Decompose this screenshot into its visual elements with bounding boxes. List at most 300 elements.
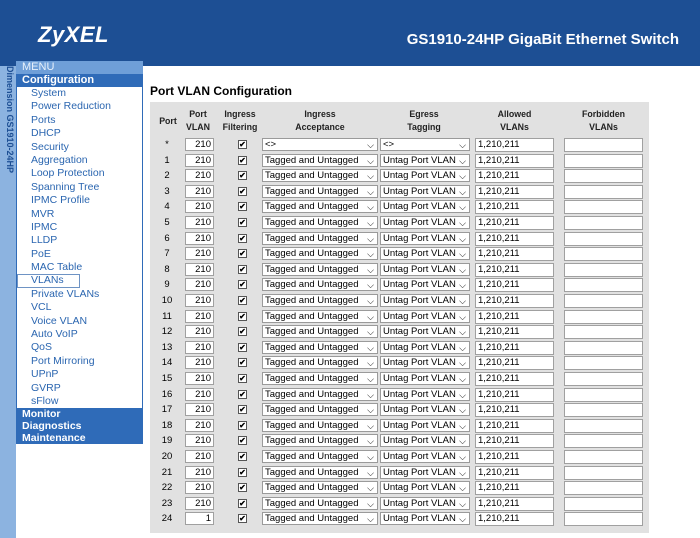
table-row	[152, 341, 647, 357]
forbidden-vlans-input[interactable]	[564, 434, 643, 448]
ingress-filtering-checkbox[interactable]: ✔	[239, 389, 246, 399]
chevron-down-icon: ⌵	[459, 452, 466, 462]
ingress-acceptance-select[interactable]	[262, 512, 378, 525]
port-number: 18	[161, 419, 173, 431]
allowed-vlans-input[interactable]: 1,210,211	[475, 310, 554, 324]
ingress-acceptance-value: Tagged and Untagged	[265, 513, 359, 525]
egress-tagging-value: Untag Port VLAN	[383, 154, 456, 166]
port-number: 2	[164, 170, 170, 182]
chevron-down-icon: ⌵	[367, 140, 374, 150]
forbidden-vlans-input[interactable]	[564, 466, 643, 480]
chevron-down-icon: ⌵	[367, 452, 374, 462]
ingress-acceptance-select[interactable]	[262, 185, 378, 198]
chevron-down-icon: ⌵	[459, 514, 466, 525]
port-vlan-input[interactable]: 210	[185, 372, 214, 385]
header-allowed-vlans-line1: Allowed	[497, 109, 532, 119]
port-number: 23	[161, 497, 173, 509]
egress-tagging-value: Untag Port VLAN	[383, 497, 456, 509]
forbidden-vlans-input[interactable]	[564, 450, 643, 464]
sidebar-menu	[16, 61, 143, 444]
sidebar-item-aggregation[interactable]: Aggregation	[31, 153, 88, 166]
chevron-down-icon: ⌵	[367, 374, 374, 384]
sidebar-item-sflow[interactable]: sFlow	[31, 394, 59, 407]
port-vlan-input[interactable]: 210	[185, 310, 214, 323]
menu-section-configuration[interactable]: Configuration	[16, 74, 143, 87]
egress-tagging-select[interactable]	[380, 356, 470, 369]
chevron-down-icon: ⌵	[459, 498, 466, 509]
allowed-vlans-input[interactable]: 1,210,211	[475, 341, 554, 355]
table-row	[152, 169, 647, 185]
port-number: 24	[161, 513, 173, 525]
forbidden-vlans-input[interactable]	[564, 154, 643, 168]
ingress-filtering-checkbox[interactable]: ✔	[239, 186, 246, 196]
sidebar-item-loop-protection[interactable]: Loop Protection	[31, 167, 105, 180]
port-vlan-input[interactable]: 210	[185, 216, 214, 229]
ingress-filtering-checkbox[interactable]: ✔	[239, 514, 246, 524]
forbidden-vlans-input[interactable]	[564, 497, 643, 511]
ingress-filtering-checkbox[interactable]: ✔	[239, 233, 246, 243]
ingress-acceptance-value: Tagged and Untagged	[265, 154, 359, 166]
ingress-acceptance-select[interactable]	[262, 169, 378, 182]
forbidden-vlans-input[interactable]	[564, 403, 643, 417]
ingress-acceptance-select[interactable]	[262, 466, 378, 479]
header-egress-tagging	[380, 108, 468, 134]
table-row	[152, 356, 647, 372]
egress-tagging-value: Untag Port VLAN	[383, 419, 456, 431]
header-ingress-acceptance	[262, 108, 378, 134]
egress-tagging-value: Untag Port VLAN	[383, 201, 456, 213]
egress-tagging-value: Untag Port VLAN	[383, 232, 456, 244]
ingress-acceptance-value: Tagged and Untagged	[265, 341, 359, 353]
chevron-down-icon: ⌵	[367, 249, 374, 260]
ingress-acceptance-select[interactable]	[262, 497, 378, 510]
egress-tagging-value: Untag Port VLAN	[383, 388, 456, 400]
egress-tagging-select[interactable]	[380, 294, 470, 307]
forbidden-vlans-input[interactable]	[564, 232, 643, 246]
table-row	[152, 372, 647, 388]
sidebar-item-lldp[interactable]: LLDP	[31, 234, 58, 247]
ingress-acceptance-select[interactable]	[262, 232, 378, 245]
ingress-acceptance-select[interactable]	[262, 419, 378, 432]
allowed-vlans-input[interactable]: 1,210,211	[475, 232, 554, 246]
table-row	[152, 419, 647, 435]
header-forbidden-vlans	[564, 108, 643, 134]
forbidden-vlans-input[interactable]	[564, 512, 643, 526]
ingress-filtering-checkbox[interactable]: ✔	[239, 218, 246, 227]
sidebar-item-dhcp[interactable]: DHCP	[31, 127, 61, 140]
chevron-down-icon: ⌵	[367, 358, 374, 369]
ingress-filtering-checkbox[interactable]: ✔	[239, 452, 246, 461]
allowed-vlans-input[interactable]: 1,210,211	[475, 325, 554, 339]
egress-tagging-select[interactable]	[380, 185, 470, 198]
egress-tagging-select[interactable]	[380, 138, 470, 151]
allowed-vlans-input[interactable]: 1,210,211	[475, 216, 554, 230]
port-vlan-input[interactable]: 210	[185, 466, 214, 479]
port-number: 5	[164, 217, 170, 228]
port-vlan-input[interactable]: 210	[185, 138, 214, 151]
ingress-acceptance-value: Tagged and Untagged	[265, 373, 359, 384]
chevron-down-icon: ⌵	[367, 342, 374, 353]
forbidden-vlans-input[interactable]	[564, 481, 643, 495]
ingress-filtering-checkbox[interactable]: ✔	[239, 467, 246, 477]
ingress-filtering-checkbox[interactable]: ✔	[239, 140, 246, 149]
allowed-vlans-input[interactable]: 1,210,211	[475, 294, 554, 308]
port-vlan-input[interactable]: 210	[185, 232, 214, 245]
chevron-down-icon: ⌵	[459, 436, 466, 447]
egress-tagging-value: Untag Port VLAN	[383, 513, 456, 525]
sidebar-item-power-reduction[interactable]: Power Reduction	[31, 100, 111, 113]
table-row	[152, 512, 647, 528]
egress-tagging-value: Untag Port VLAN	[383, 466, 456, 478]
chevron-down-icon: ⌵	[367, 405, 374, 416]
table-row	[152, 294, 647, 310]
sidebar-item-vlans[interactable]: VLANs	[17, 274, 80, 287]
ingress-acceptance-value: Tagged and Untagged	[265, 310, 359, 322]
header-port-vlan-line2: VLAN	[186, 122, 210, 132]
egress-tagging-value: Untag Port VLAN	[383, 341, 456, 353]
ingress-acceptance-value: Tagged and Untagged	[265, 497, 359, 509]
header-egress-tagging-line2: Tagging	[407, 122, 441, 132]
chevron-down-icon: ⌵	[459, 186, 466, 197]
egress-tagging-value: Untag Port VLAN	[383, 279, 456, 291]
allowed-vlans-input[interactable]: 1,210,211	[475, 434, 554, 448]
egress-tagging-value: Untag Port VLAN	[383, 248, 456, 260]
sidebar-item-spanning-tree[interactable]: Spanning Tree	[31, 180, 100, 193]
port-vlan-input[interactable]: 210	[185, 294, 214, 307]
port-vlan-input[interactable]: 210	[185, 247, 214, 260]
port-number: 13	[161, 341, 173, 353]
port-vlan-input[interactable]: 1	[185, 512, 214, 525]
egress-tagging-select[interactable]	[380, 434, 470, 447]
forbidden-vlans-input[interactable]	[564, 294, 643, 308]
chevron-down-icon: ⌵	[367, 264, 374, 275]
ingress-filtering-checkbox[interactable]: ✔	[239, 436, 246, 446]
ingress-acceptance-select[interactable]	[262, 434, 378, 447]
ingress-acceptance-select[interactable]	[262, 388, 378, 401]
ingress-filtering-checkbox[interactable]: ✔	[239, 498, 246, 508]
egress-tagging-select[interactable]	[380, 497, 470, 510]
allowed-vlans-input[interactable]: 1,210,211	[475, 403, 554, 417]
chevron-down-icon: ⌵	[459, 342, 466, 353]
chevron-down-icon: ⌵	[367, 186, 374, 197]
ingress-acceptance-select[interactable]	[262, 450, 378, 463]
egress-tagging-value: Untag Port VLAN	[383, 217, 456, 228]
ingress-filtering-checkbox[interactable]: ✔	[239, 311, 246, 321]
zyxel-logo: ZyXEL	[38, 22, 109, 47]
ingress-filtering-checkbox[interactable]: ✔	[239, 327, 246, 337]
forbidden-vlans-input[interactable]	[564, 388, 643, 402]
header-ingress-filtering	[218, 108, 262, 134]
egress-tagging-select[interactable]	[380, 247, 470, 260]
header-ingress-filtering-line2: Filtering	[222, 122, 258, 132]
sidebar-item-security[interactable]: Security	[31, 140, 69, 153]
port-vlan-input[interactable]: 210	[185, 403, 214, 416]
chevron-down-icon: ⌵	[459, 202, 466, 213]
egress-tagging-select[interactable]	[380, 263, 470, 276]
allowed-vlans-input[interactable]: 1,210,211	[475, 388, 554, 402]
forbidden-vlans-input[interactable]	[564, 169, 643, 183]
allowed-vlans-input[interactable]: 1,210,211	[475, 466, 554, 480]
ingress-acceptance-value: Tagged and Untagged	[265, 263, 359, 275]
sidebar-item-mac-table[interactable]: MAC Table	[31, 261, 83, 274]
allowed-vlans-input[interactable]: 1,210,211	[475, 200, 554, 214]
ingress-acceptance-select[interactable]	[262, 294, 378, 307]
ingress-acceptance-value: Tagged and Untagged	[265, 466, 359, 478]
chevron-down-icon: ⌵	[459, 327, 466, 338]
allowed-vlans-input[interactable]: 1,210,211	[475, 450, 554, 464]
table-row	[152, 154, 647, 170]
port-vlan-input[interactable]: 210	[185, 185, 214, 198]
header-port-vlan-line1: Port	[189, 109, 207, 119]
chevron-down-icon: ⌵	[459, 296, 466, 306]
egress-tagging-select[interactable]	[380, 466, 470, 479]
forbidden-vlans-input[interactable]	[564, 278, 643, 292]
sidebar-item-voice-vlan[interactable]: Voice VLAN	[31, 314, 88, 327]
sidebar-item-auto-voip[interactable]: Auto VoIP	[31, 328, 78, 341]
chevron-down-icon: ⌵	[367, 327, 374, 338]
table-row	[152, 138, 647, 154]
port-number: 6	[164, 232, 170, 244]
port-vlan-input[interactable]: 210	[185, 169, 214, 182]
chevron-down-icon: ⌵	[367, 483, 374, 494]
ingress-filtering-checkbox[interactable]: ✔	[239, 155, 246, 165]
port-number: 21	[161, 466, 173, 478]
sidebar-item-system[interactable]: System	[31, 87, 67, 99]
forbidden-vlans-input[interactable]	[564, 310, 643, 324]
egress-tagging-select[interactable]	[380, 372, 470, 385]
port-vlan-input[interactable]: 210	[185, 325, 214, 338]
egress-tagging-select[interactable]	[380, 216, 470, 229]
port-number: 1	[164, 154, 170, 166]
allowed-vlans-input[interactable]: 1,210,211	[475, 263, 554, 277]
header-allowed-vlans	[475, 108, 554, 134]
egress-tagging-select[interactable]	[380, 403, 470, 416]
ingress-filtering-checkbox[interactable]: ✔	[239, 171, 246, 181]
table-row	[152, 310, 647, 326]
port-number: 12	[161, 326, 173, 338]
allowed-vlans-input[interactable]: 1,210,211	[475, 372, 554, 386]
table-row	[152, 450, 647, 466]
egress-tagging-select[interactable]	[380, 310, 470, 323]
sidebar-item-gvrp[interactable]: GVRP	[31, 381, 61, 394]
ingress-filtering-checkbox[interactable]: ✔	[239, 296, 246, 305]
egress-tagging-select[interactable]	[380, 388, 470, 401]
ingress-acceptance-value: Tagged and Untagged	[265, 419, 359, 431]
allowed-vlans-input[interactable]: 1,210,211	[475, 278, 554, 292]
ingress-acceptance-value: Tagged and Untagged	[265, 232, 359, 244]
ingress-acceptance-select[interactable]	[262, 154, 378, 167]
forbidden-vlans-input[interactable]	[564, 419, 643, 433]
egress-tagging-select[interactable]	[380, 154, 470, 167]
chevron-down-icon: ⌵	[459, 389, 466, 400]
forbidden-vlans-input[interactable]	[564, 372, 643, 386]
ingress-filtering-checkbox[interactable]: ✔	[239, 249, 246, 259]
sidebar-item-upnp[interactable]: UPnP	[31, 368, 59, 381]
forbidden-vlans-input[interactable]	[564, 200, 643, 214]
ingress-acceptance-value: Tagged and Untagged	[265, 451, 359, 462]
allowed-vlans-input[interactable]: 1,210,211	[475, 247, 554, 261]
egress-tagging-value: Untag Port VLAN	[383, 310, 456, 322]
allowed-vlans-input[interactable]: 1,210,211	[475, 185, 554, 199]
egress-tagging-value: Untag Port VLAN	[383, 263, 456, 275]
port-number: 9	[164, 279, 170, 291]
ingress-filtering-checkbox[interactable]: ✔	[239, 264, 246, 274]
table-row	[152, 263, 647, 279]
ingress-acceptance-value: Tagged and Untagged	[265, 217, 359, 228]
allowed-vlans-input[interactable]: 1,210,211	[475, 497, 554, 511]
table-row	[152, 216, 647, 232]
chevron-down-icon: ⌵	[367, 436, 374, 447]
chevron-down-icon: ⌵	[459, 483, 466, 494]
egress-tagging-select[interactable]	[380, 325, 470, 338]
menu-section-maintenance[interactable]: Maintenance	[16, 432, 143, 444]
port-vlan-input[interactable]: 210	[185, 450, 214, 463]
egress-tagging-select[interactable]	[380, 512, 470, 525]
ingress-filtering-checkbox[interactable]: ✔	[239, 342, 246, 352]
forbidden-vlans-input[interactable]	[564, 325, 643, 339]
port-vlan-input[interactable]: 210	[185, 200, 214, 213]
port-vlan-input[interactable]: 210	[185, 419, 214, 432]
port-number: 22	[161, 482, 173, 494]
forbidden-vlans-input[interactable]	[564, 216, 643, 230]
sidebar-item-qos[interactable]: QoS	[31, 341, 53, 354]
egress-tagging-value: <>	[383, 139, 395, 150]
chevron-down-icon: ⌵	[459, 420, 466, 431]
egress-tagging-select[interactable]	[380, 278, 470, 291]
forbidden-vlans-input[interactable]	[564, 138, 643, 152]
chevron-down-icon: ⌵	[459, 467, 466, 478]
ingress-acceptance-select[interactable]	[262, 481, 378, 494]
ingress-acceptance-select[interactable]	[262, 325, 378, 338]
chevron-down-icon: ⌵	[367, 311, 374, 322]
ingress-acceptance-select[interactable]	[262, 372, 378, 385]
egress-tagging-value: Untag Port VLAN	[383, 357, 456, 369]
forbidden-vlans-input[interactable]	[564, 185, 643, 199]
allowed-vlans-input[interactable]: 1,210,211	[475, 419, 554, 433]
ingress-filtering-checkbox[interactable]: ✔	[239, 202, 246, 212]
allowed-vlans-input[interactable]: 1,210,211	[475, 138, 554, 152]
ingress-filtering-checkbox[interactable]: ✔	[239, 358, 246, 368]
forbidden-vlans-input[interactable]	[564, 341, 643, 355]
egress-tagging-select[interactable]	[380, 419, 470, 432]
menu-title: MENU	[16, 61, 143, 74]
port-vlan-input[interactable]: 210	[185, 263, 214, 276]
chevron-down-icon: ⌵	[367, 467, 374, 478]
egress-tagging-value: Untag Port VLAN	[383, 435, 456, 447]
ingress-filtering-checkbox[interactable]: ✔	[239, 405, 246, 415]
chevron-down-icon: ⌵	[367, 280, 374, 291]
port-vlan-input[interactable]: 210	[185, 434, 214, 447]
ingress-acceptance-select[interactable]	[262, 247, 378, 260]
chevron-down-icon: ⌵	[367, 389, 374, 400]
ingress-acceptance-value: Tagged and Untagged	[265, 435, 359, 447]
forbidden-vlans-input[interactable]	[564, 263, 643, 277]
sidebar-item-ports[interactable]: Ports	[31, 113, 56, 126]
chevron-down-icon: ⌵	[367, 171, 374, 182]
ingress-acceptance-select[interactable]	[262, 216, 378, 229]
port-vlan-input[interactable]: 210	[185, 497, 214, 510]
chevron-down-icon: ⌵	[367, 233, 374, 244]
port-vlan-input[interactable]: 210	[185, 341, 214, 354]
ingress-acceptance-value: Tagged and Untagged	[265, 248, 359, 260]
port-number: *	[165, 139, 169, 150]
sidebar-item-mvr[interactable]: MVR	[31, 207, 55, 220]
sidebar-item-ipmc-profile[interactable]: IPMC Profile	[31, 194, 90, 207]
sidebar-item-vcl[interactable]: VCL	[31, 301, 52, 314]
ingress-filtering-checkbox[interactable]: ✔	[239, 483, 246, 493]
table-row	[152, 497, 647, 513]
port-vlan-input[interactable]: 210	[185, 278, 214, 291]
ingress-acceptance-select[interactable]	[262, 278, 378, 291]
sidebar-item-poe[interactable]: PoE	[31, 247, 51, 260]
header-ingress-acceptance-line1: Ingress	[304, 109, 336, 119]
egress-tagging-select[interactable]	[380, 450, 470, 463]
ingress-filtering-checkbox[interactable]: ✔	[239, 420, 246, 430]
ingress-acceptance-select[interactable]	[262, 403, 378, 416]
ingress-acceptance-select[interactable]	[262, 263, 378, 276]
allowed-vlans-input[interactable]: 1,210,211	[475, 481, 554, 495]
side-strip-text: Dimension GS1910-24HP	[5, 66, 15, 174]
allowed-vlans-input[interactable]: 1,210,211	[475, 356, 554, 370]
ingress-acceptance-value: Tagged and Untagged	[265, 357, 359, 369]
ingress-acceptance-value: Tagged and Untagged	[265, 201, 359, 213]
port-vlan-input[interactable]: 210	[185, 154, 214, 167]
ingress-acceptance-select[interactable]	[262, 310, 378, 323]
chevron-down-icon: ⌵	[459, 405, 466, 416]
ingress-acceptance-select[interactable]	[262, 200, 378, 213]
egress-tagging-select[interactable]	[380, 169, 470, 182]
menu-section-diagnostics[interactable]: Diagnostics	[16, 420, 143, 432]
egress-tagging-select[interactable]	[380, 481, 470, 494]
egress-tagging-select[interactable]	[380, 232, 470, 245]
table-row	[152, 466, 647, 482]
sidebar-item-port-mirroring[interactable]: Port Mirroring	[31, 354, 95, 367]
forbidden-vlans-input[interactable]	[564, 356, 643, 370]
ingress-acceptance-select[interactable]	[262, 341, 378, 354]
port-number: 7	[164, 248, 170, 260]
port-vlan-input[interactable]: 210	[185, 388, 214, 401]
egress-tagging-value: Untag Port VLAN	[383, 404, 456, 416]
ingress-acceptance-value: Tagged and Untagged	[265, 388, 359, 400]
egress-tagging-value: Untag Port VLAN	[383, 185, 456, 197]
table-row	[152, 403, 647, 419]
menu-section-monitor[interactable]: Monitor	[16, 408, 143, 420]
allowed-vlans-input[interactable]: 1,210,211	[475, 169, 554, 183]
allowed-vlans-input[interactable]: 1,210,211	[475, 154, 554, 168]
sidebar-item-private-vlans[interactable]: Private VLANs	[31, 287, 100, 300]
table-row	[152, 325, 647, 341]
port-number: 20	[161, 451, 173, 462]
egress-tagging-select[interactable]	[380, 341, 470, 354]
header-forbidden-vlans-line1: Forbidden	[581, 109, 625, 119]
egress-tagging-value: Untag Port VLAN	[383, 482, 456, 494]
forbidden-vlans-input[interactable]	[564, 247, 643, 261]
ingress-acceptance-select[interactable]	[262, 138, 378, 151]
port-vlan-input[interactable]: 210	[185, 481, 214, 494]
allowed-vlans-input[interactable]: 1,210,211	[475, 512, 554, 526]
port-vlan-input[interactable]: 210	[185, 356, 214, 369]
ingress-acceptance-value: <>	[265, 139, 277, 150]
egress-tagging-select[interactable]	[380, 200, 470, 213]
ingress-filtering-checkbox[interactable]: ✔	[239, 280, 246, 290]
ingress-acceptance-value: Tagged and Untagged	[265, 279, 359, 291]
port-number: 8	[164, 263, 170, 275]
ingress-acceptance-select[interactable]	[262, 356, 378, 369]
ingress-filtering-checkbox[interactable]: ✔	[239, 374, 246, 383]
sidebar-item-ipmc[interactable]: IPMC	[31, 220, 58, 233]
chevron-down-icon: ⌵	[459, 374, 466, 384]
chevron-down-icon: ⌵	[459, 140, 466, 150]
